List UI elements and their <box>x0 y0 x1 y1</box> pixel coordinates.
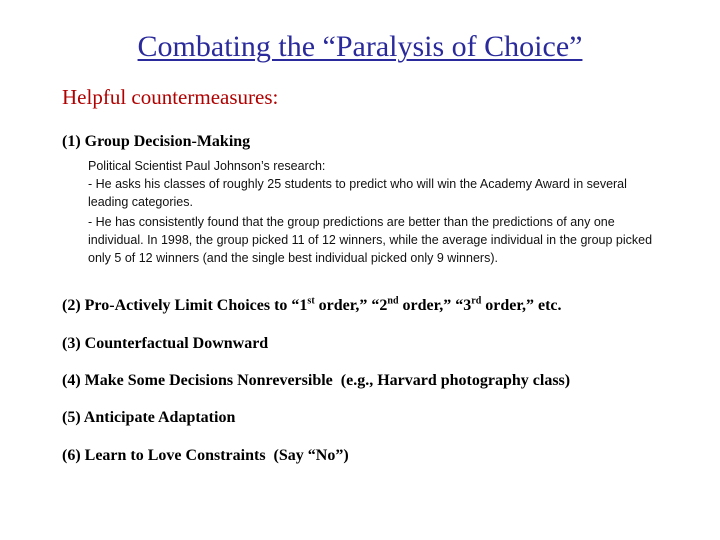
research-block <box>88 157 658 267</box>
item-number: (4) <box>62 372 81 389</box>
countermeasure-item-4 <box>62 372 570 390</box>
item-number: (3) <box>62 335 81 352</box>
research-intro: Political Scientist Paul Johnson’s research: <box>88 159 326 173</box>
slide-title: Combating the “Paralysis of Choice” <box>137 30 583 63</box>
countermeasure-item-2 <box>62 297 562 315</box>
research-point-1: - He asks his classes of roughly 25 students to predict who will win the Academy Award in several leading categories. <box>88 177 627 209</box>
item-number: (6) <box>62 447 81 464</box>
item-label: Counterfactual Downward <box>84 335 269 352</box>
countermeasure-item-3 <box>62 335 268 353</box>
item-label: Pro-Actively Limit Choices to “1st order,” “2nd order,” “3rd order,” etc. <box>84 295 562 314</box>
item-number: (2) <box>62 297 81 314</box>
item-number: (5) <box>62 409 81 426</box>
countermeasure-item-1 <box>62 133 250 151</box>
countermeasure-item-6 <box>62 447 349 465</box>
item-label: Make Some Decisions Nonreversible (e.g., Harvard photography class) <box>84 372 571 389</box>
item-label: Group Decision-Making <box>84 133 251 150</box>
slide-subtitle: Helpful countermeasures: <box>62 85 279 109</box>
item-label: Anticipate Adaptation <box>83 409 236 426</box>
countermeasure-item-5 <box>62 409 235 427</box>
item-label: Learn to Love Constraints (Say “No”) <box>84 447 349 464</box>
research-point-2: - He has consistently found that the group predictions are better than the predictions of any one individual. In 1998, the group picked 11 of 12 winners, while the average individual in the group picked only 5 of 12 winners (and the single best individual picked only 9 winners). <box>88 215 653 265</box>
item-number: (1) <box>62 133 81 150</box>
